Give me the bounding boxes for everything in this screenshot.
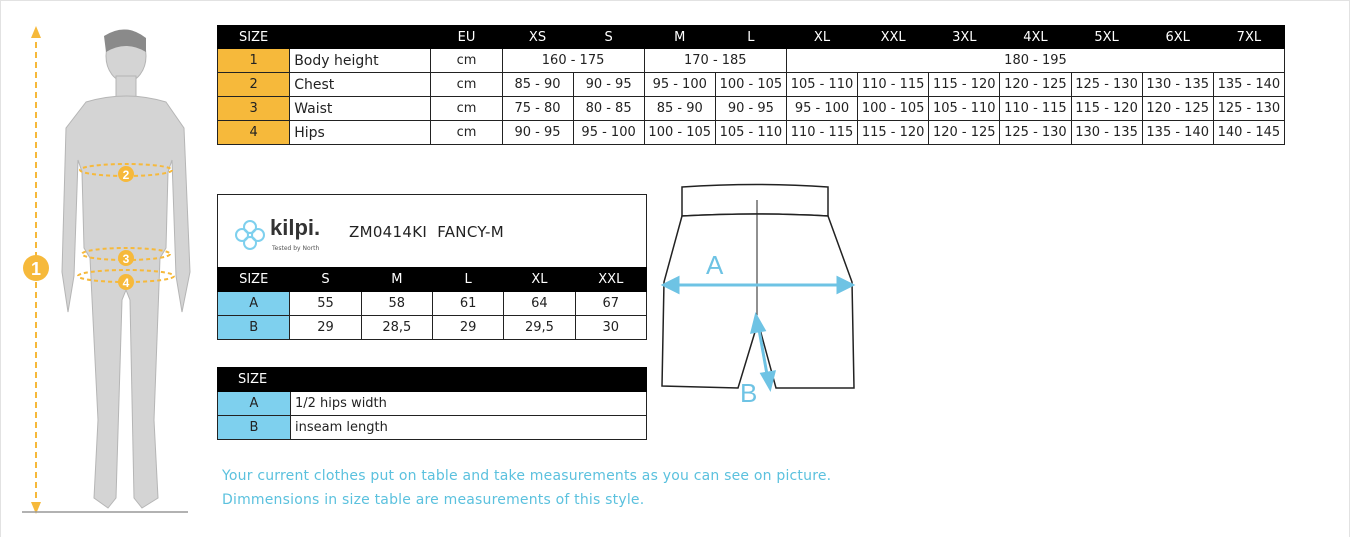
body-size-table xyxy=(217,25,1285,145)
table-cell: 170 - 185 xyxy=(644,49,786,73)
header-blank xyxy=(290,26,431,49)
row-label: Body height xyxy=(290,49,431,73)
table-cell: 95 - 100 xyxy=(573,121,644,145)
table-cell: 75 - 80 xyxy=(502,97,573,121)
table-cell: 125 - 130 xyxy=(1071,73,1142,97)
legend-row-b xyxy=(218,416,647,440)
table-cell: 125 - 130 xyxy=(1000,121,1071,145)
row-unit: cm xyxy=(431,97,502,121)
marker-height: 1 xyxy=(30,259,42,279)
table-cell: 105 - 110 xyxy=(715,121,786,145)
table-row-body-height xyxy=(218,49,1285,73)
row-label: Waist xyxy=(290,97,431,121)
table-row-b xyxy=(218,316,647,340)
header-l: L xyxy=(433,268,504,292)
table-cell: 105 - 110 xyxy=(786,73,857,97)
header-xl: XL xyxy=(504,268,575,292)
product-size-table xyxy=(217,267,647,340)
table-cell: 90 - 95 xyxy=(502,121,573,145)
header-3xl: 3XL xyxy=(929,26,1000,49)
table-cell: 125 - 130 xyxy=(1213,97,1284,121)
table-cell: 115 - 120 xyxy=(858,121,929,145)
header-eu: EU xyxy=(431,26,502,49)
table-cell: 120 - 125 xyxy=(929,121,1000,145)
table-cell: 120 - 125 xyxy=(1000,73,1071,97)
legend-text: 1/2 hips width xyxy=(291,392,647,416)
row-label: A xyxy=(218,392,291,416)
table-cell: 95 - 100 xyxy=(786,97,857,121)
product-header-box xyxy=(217,194,647,267)
table-cell: 135 - 140 xyxy=(1142,121,1213,145)
marker-hips: 4 xyxy=(122,276,130,290)
dimension-note: Dimmensions in size table are measurements of this style. xyxy=(222,492,645,508)
table-cell: 58 xyxy=(361,292,432,316)
table-cell: 130 - 135 xyxy=(1142,73,1213,97)
brand-logo-text: kilpi. xyxy=(270,215,321,240)
row-number: 4 xyxy=(218,121,290,145)
table-cell: 90 - 95 xyxy=(715,97,786,121)
table-cell: 100 - 105 xyxy=(715,73,786,97)
header-size: SIZE xyxy=(218,368,647,392)
row-number: 3 xyxy=(218,97,290,121)
header-7xl: 7XL xyxy=(1213,26,1284,49)
table-cell: 95 - 100 xyxy=(644,73,715,97)
header-xs: XS xyxy=(502,26,573,49)
header-l: L xyxy=(715,26,786,49)
table-cell: 130 - 135 xyxy=(1071,121,1142,145)
header-5xl: 5XL xyxy=(1071,26,1142,49)
table-row-a xyxy=(218,292,647,316)
table-row-hips xyxy=(218,121,1285,145)
table-cell: 64 xyxy=(504,292,575,316)
label-a: A xyxy=(706,250,724,280)
legend-table-header xyxy=(218,368,647,392)
legend-row-a xyxy=(218,392,647,416)
header-m: M xyxy=(361,268,432,292)
size-table-header xyxy=(218,26,1285,49)
header-s: S xyxy=(290,268,361,292)
table-cell: 160 - 175 xyxy=(502,49,644,73)
table-cell: 80 - 85 xyxy=(573,97,644,121)
table-cell: 110 - 115 xyxy=(858,73,929,97)
header-6xl: 6XL xyxy=(1142,26,1213,49)
table-cell: 29,5 xyxy=(504,316,575,340)
row-number: 2 xyxy=(218,73,290,97)
row-unit: cm xyxy=(431,49,502,73)
row-label: Chest xyxy=(290,73,431,97)
table-cell: 110 - 115 xyxy=(1000,97,1071,121)
header-size: SIZE xyxy=(218,26,290,49)
header-4xl: 4XL xyxy=(1000,26,1071,49)
brand-tagline: Tested by North xyxy=(272,245,320,252)
header-xl: XL xyxy=(786,26,857,49)
row-label: A xyxy=(218,292,290,316)
table-cell: 140 - 145 xyxy=(1213,121,1284,145)
body-measurement-figure xyxy=(0,0,200,537)
table-cell: 110 - 115 xyxy=(786,121,857,145)
table-cell: 67 xyxy=(575,292,646,316)
instruction-note: Your current clothes put on table and take measurements as you can see on picture. xyxy=(222,468,832,484)
table-cell: 55 xyxy=(290,292,361,316)
header-m: M xyxy=(644,26,715,49)
measurement-legend-table xyxy=(217,367,647,440)
table-cell: 85 - 90 xyxy=(644,97,715,121)
table-row-waist xyxy=(218,97,1285,121)
table-cell: 105 - 110 xyxy=(929,97,1000,121)
header-xxl: XXL xyxy=(858,26,929,49)
table-cell: 28,5 xyxy=(361,316,432,340)
table-cell: 85 - 90 xyxy=(502,73,573,97)
brand-logo xyxy=(230,215,340,257)
row-unit: cm xyxy=(431,73,502,97)
shorts-diagram xyxy=(658,182,858,412)
label-b: B xyxy=(740,378,758,408)
knot-logo-icon xyxy=(230,215,270,255)
row-number: 1 xyxy=(218,49,290,73)
header-xxl: XXL xyxy=(575,268,646,292)
header-s: S xyxy=(573,26,644,49)
table-cell: 100 - 105 xyxy=(858,97,929,121)
row-label: B xyxy=(218,416,291,440)
table-row-chest xyxy=(218,73,1285,97)
table-cell: 29 xyxy=(433,316,504,340)
table-cell: 115 - 120 xyxy=(929,73,1000,97)
table-cell: 90 - 95 xyxy=(573,73,644,97)
row-label: B xyxy=(218,316,290,340)
row-unit: cm xyxy=(431,121,502,145)
marker-chest: 2 xyxy=(122,168,130,182)
header-size: SIZE xyxy=(218,268,290,292)
table-cell: 29 xyxy=(290,316,361,340)
legend-text: inseam length xyxy=(291,416,647,440)
row-label: Hips xyxy=(290,121,431,145)
table-cell: 115 - 120 xyxy=(1071,97,1142,121)
table-cell: 100 - 105 xyxy=(644,121,715,145)
marker-waist: 3 xyxy=(122,252,130,266)
table-cell: 30 xyxy=(575,316,646,340)
product-table-header xyxy=(218,268,647,292)
product-code: ZM0414KI FANCY-M xyxy=(349,223,504,241)
table-cell: 61 xyxy=(433,292,504,316)
table-cell: 135 - 140 xyxy=(1213,73,1284,97)
table-cell: 120 - 125 xyxy=(1142,97,1213,121)
table-cell: 180 - 195 xyxy=(786,49,1284,73)
